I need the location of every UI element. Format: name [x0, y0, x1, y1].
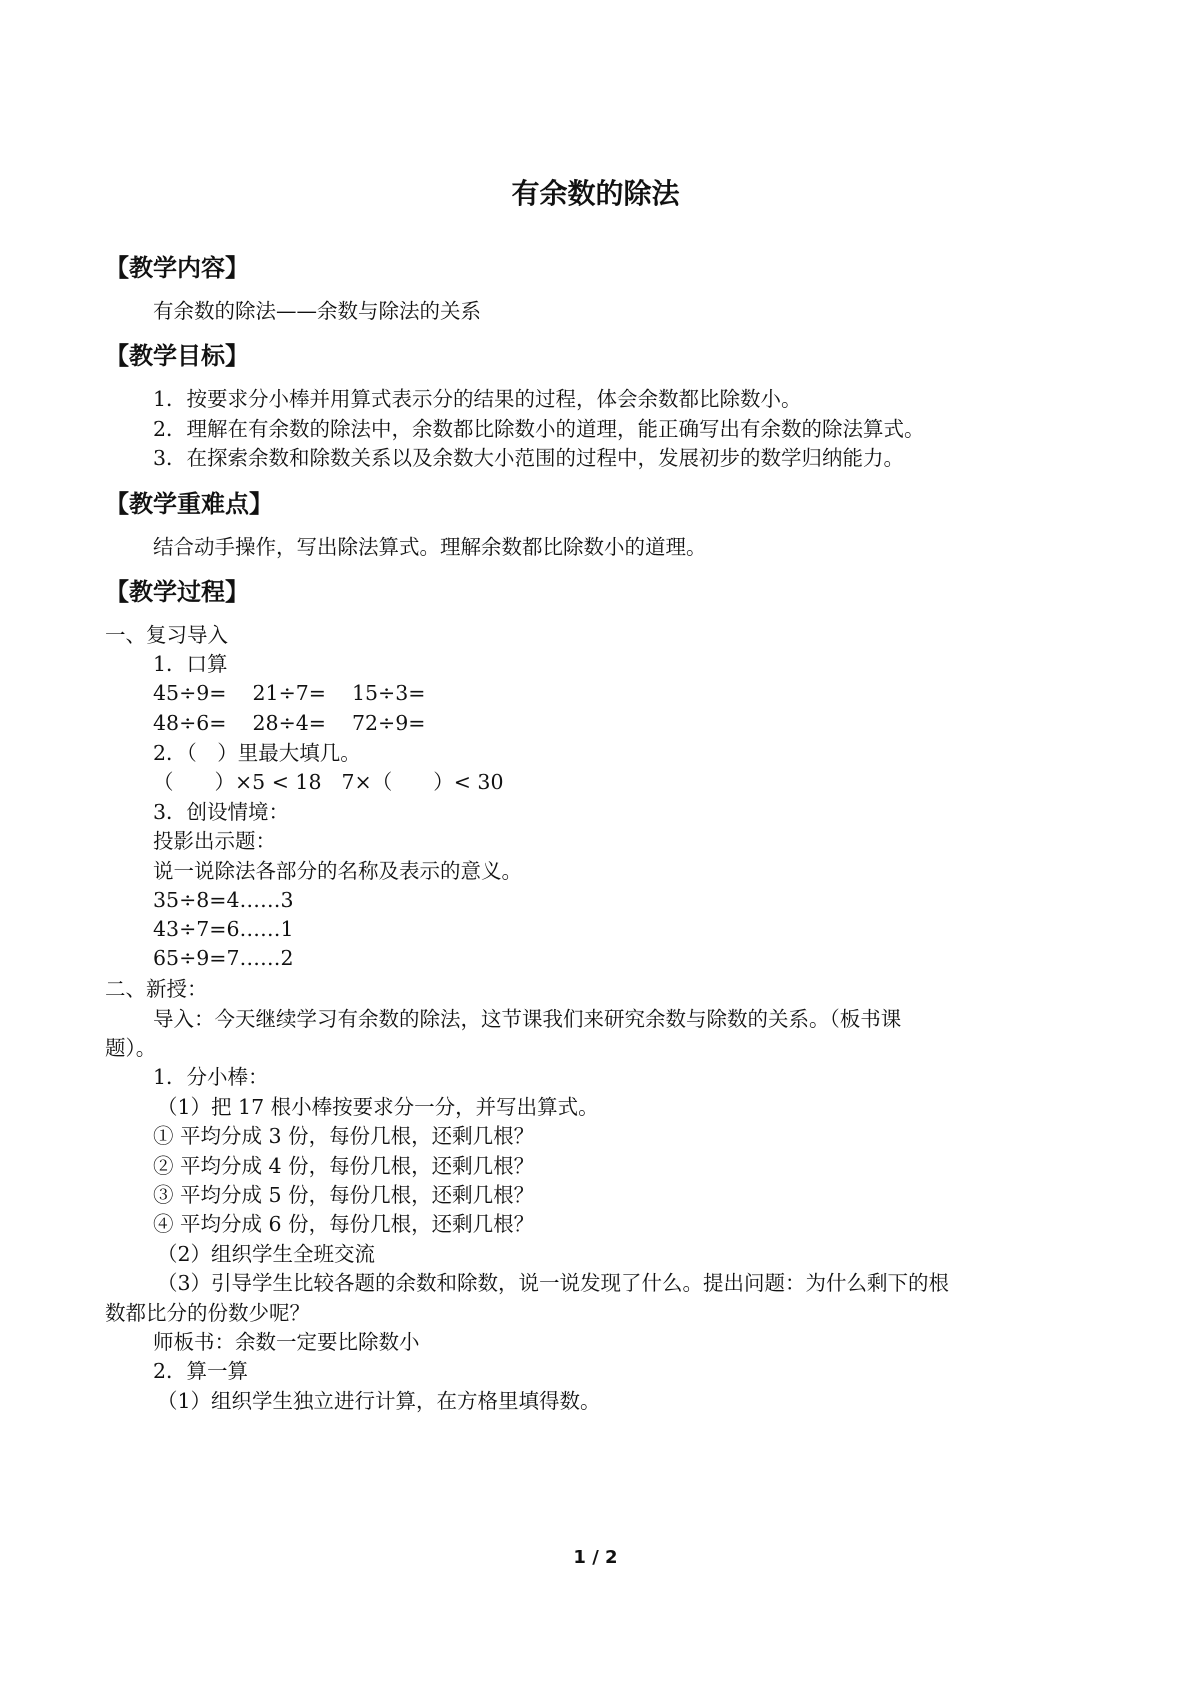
- page-number: 1 / 2: [573, 1547, 618, 1568]
- sticks-item: ④ 平均分成 6 份，每份几根，还剩几根？: [153, 1212, 535, 1236]
- equation: 43÷7=6……1: [153, 917, 294, 941]
- guide-line: （3）引导学生比较各题的余数和除数，说一说发现了什么。提出问题：为什么剩下的根: [157, 1271, 950, 1295]
- section-heading-content: 【教学内容】: [105, 254, 249, 282]
- oral-row-1: [153, 678, 425, 708]
- fill-title: 2．（ ）里最大填几。: [153, 741, 361, 765]
- part2-title: 二、新授：: [105, 977, 208, 1001]
- calc-title: 2．算一算: [153, 1359, 249, 1383]
- oral-row-2: [153, 708, 425, 738]
- goal-item: 3．在探索余数和除数关系以及余数大小范围的过程中，发展初步的数学归纳能力。: [153, 446, 905, 470]
- scene-title: 3．创设情境：: [153, 800, 290, 824]
- sticks-item: ② 平均分成 4 份，每份几根，还剩几根？: [153, 1154, 535, 1178]
- fill-expression: （ ）×5 < 18: [153, 770, 322, 794]
- intro-line: 导入：今天继续学习有余数的除法，这节课我们来研究余数与除数的关系。（板书课: [153, 1007, 902, 1031]
- guide-line-continued: 数都比分的份数少呢？: [105, 1301, 310, 1325]
- board-line: 师板书：余数一定要比除数小: [153, 1330, 420, 1354]
- oral-expression: 48÷6=: [153, 711, 227, 735]
- goal-item: 2．理解在有余数的除法中，余数都比除数小的道理，能正确写出有余数的除法算式。: [153, 417, 925, 441]
- say-line: 说一说除法各部分的名称及表示的意义。: [153, 859, 522, 883]
- section-heading-key-points: 【教学重难点】: [105, 490, 273, 518]
- document-title: 有余数的除法: [511, 177, 680, 210]
- oral-expression: 45÷9=: [153, 681, 227, 705]
- sticks-task: （1）把 17 根小棒按要求分一分，并写出算式。: [157, 1095, 599, 1119]
- sticks-title: 1．分小棒：: [153, 1065, 269, 1089]
- part1-title: 一、复习导入: [105, 623, 228, 647]
- discuss-line: （2）组织学生全班交流: [157, 1242, 376, 1266]
- calc-task: （1）组织学生独立进行计算，在方格里填得数。: [157, 1389, 601, 1413]
- key-points-line: 结合动手操作，写出除法算式。理解余数都比除数小的道理。: [153, 535, 707, 559]
- projection-line: 投影出示题：: [153, 829, 276, 853]
- sticks-item: ① 平均分成 3 份，每份几根，还剩几根？: [153, 1124, 535, 1148]
- goal-item: 1．按要求分小棒并用算式表示分的结果的过程，体会余数都比除数小。: [153, 387, 802, 411]
- fill-expression: 7×（ ）< 30: [341, 770, 504, 794]
- oral-title: 1．口算: [153, 652, 228, 676]
- fill-row: [153, 767, 504, 797]
- content-line: 有余数的除法——余数与除法的关系: [153, 299, 481, 323]
- intro-line-continued: 题）。: [105, 1036, 157, 1060]
- equation: 65÷9=7……2: [153, 946, 294, 970]
- section-heading-goals: 【教学目标】: [105, 342, 249, 370]
- oral-expression: 72÷9=: [351, 711, 426, 735]
- equation: 35÷8=4……3: [153, 888, 294, 912]
- oral-expression: 15÷3=: [351, 681, 426, 705]
- sticks-item: ③ 平均分成 5 份，每份几根，还剩几根？: [153, 1183, 535, 1207]
- section-heading-process: 【教学过程】: [105, 578, 249, 606]
- oral-expression: 21÷7=: [252, 681, 326, 705]
- oral-expression: 28÷4=: [252, 711, 326, 735]
